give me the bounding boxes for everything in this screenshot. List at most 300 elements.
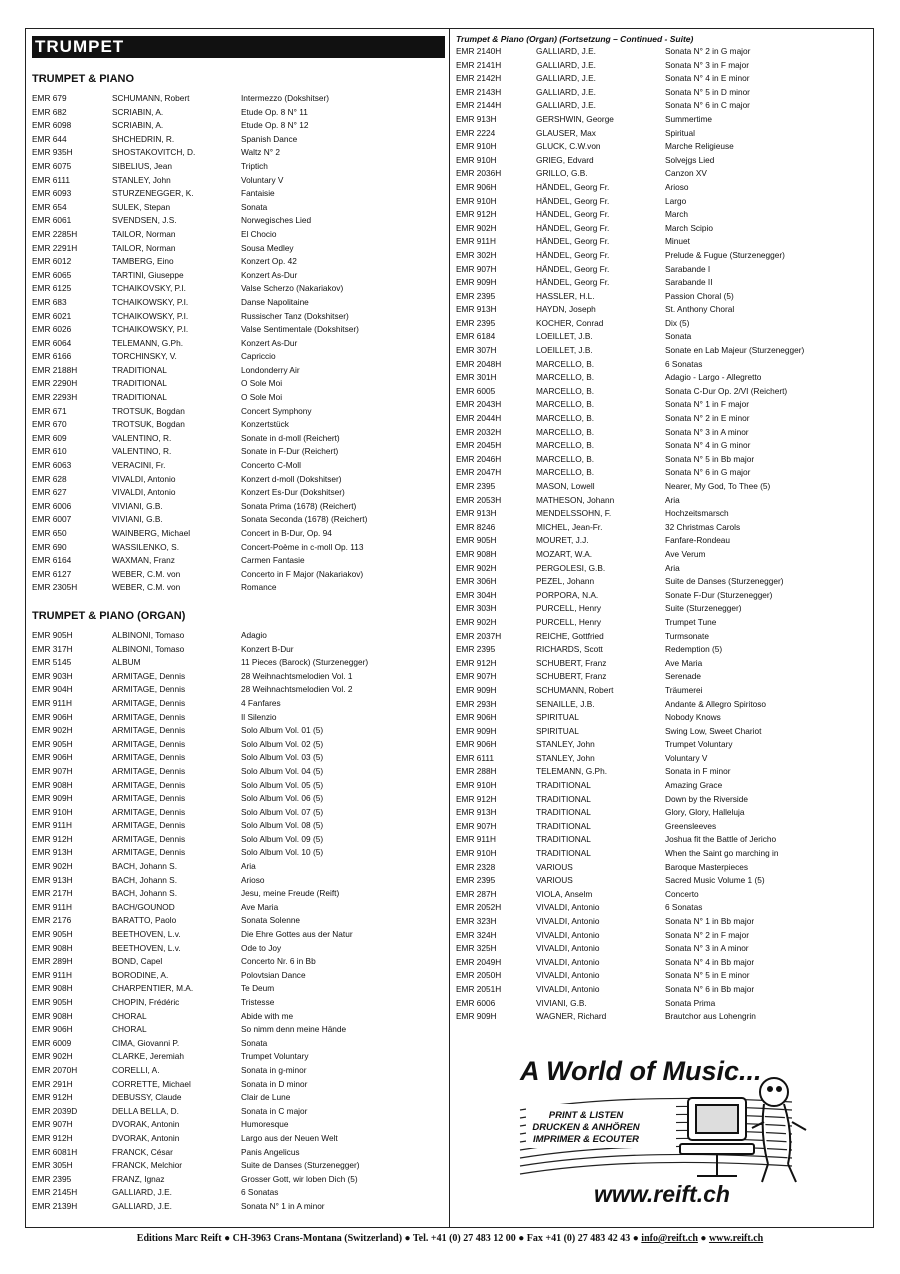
composer: TRADITIONAL [536, 780, 591, 791]
catalog-entry [32, 806, 445, 820]
composer: MOURET, J.J. [536, 535, 589, 546]
catalog-number: EMR 301H [456, 372, 497, 383]
catalog-number: EMR 2139H [32, 1200, 78, 1211]
work-title: Sonata N° 6 in G major [665, 467, 751, 478]
catalog-number: EMR 679 [32, 93, 67, 103]
catalog-entry [456, 439, 870, 453]
musician-cartoon-icon [752, 1078, 806, 1182]
work-title: Capriccio [241, 351, 276, 362]
composer: PERGOLESI, G.B. [536, 562, 606, 573]
catalog-number: EMR 2032H [456, 426, 502, 437]
catalog-entry [456, 874, 870, 888]
catalog-entry [456, 738, 870, 752]
work-title: Passion Choral (5) [665, 290, 734, 301]
footer-website-link[interactable]: www.reift.ch [708, 1233, 764, 1244]
catalog-entry [456, 154, 870, 168]
catalog-number: EMR 6164 [32, 555, 72, 566]
catalog-entry [456, 249, 870, 263]
catalog-entry [32, 337, 445, 351]
composer: SULEK, Stepan [112, 201, 171, 212]
composer: BOND, Capel [112, 956, 163, 967]
catalog-entry [456, 412, 870, 426]
catalog-number: EMR 303H [456, 603, 497, 614]
composer: SCHUBERT, Franz [536, 657, 607, 668]
work-title: Russischer Tanz (Dokshitser) [241, 310, 349, 321]
catalog-entry [32, 765, 445, 779]
catalog-number: EMR 2291H [32, 242, 78, 253]
work-title: Konzert B-Dur [241, 643, 294, 654]
catalog-entry [32, 860, 445, 874]
catalog-number: EMR 6007 [32, 514, 72, 525]
composer: TAILOR, Norman [112, 228, 176, 239]
catalog-entry [456, 480, 870, 494]
catalog-entry [32, 792, 445, 806]
composer: ARMITAGE, Dennis [112, 711, 186, 722]
catalog-number: EMR 302H [456, 249, 497, 260]
composer: CLARKE, Jeremiah [112, 1051, 184, 1062]
catalog-entry [456, 208, 870, 222]
catalog-entry [456, 969, 870, 983]
composer: ARMITAGE, Dennis [112, 833, 186, 844]
catalog-number: EMR 683 [32, 296, 67, 307]
catalog-entry [456, 494, 870, 508]
catalog-entry [456, 752, 870, 766]
catalog-entry [456, 140, 870, 154]
work-title: Sonata in C major [241, 1105, 308, 1116]
banner-url: www.reift.ch [594, 1181, 730, 1207]
catalog-entry [456, 630, 870, 644]
composer: HÄNDEL, Georg Fr. [536, 236, 610, 247]
work-title: Sonata N° 1 in Bb major [665, 916, 755, 926]
catalog-number: EMR 8246 [456, 521, 496, 532]
catalog-entry [456, 222, 870, 236]
catalog-entry [456, 670, 870, 684]
section-heading-trumpet-piano-organ: TRUMPET & PIANO (ORGAN) [32, 609, 186, 622]
composer: VIVIANI, G.B. [536, 997, 587, 1008]
composer: VIVALDI, Antonio [112, 487, 176, 498]
catalog-number: EMR 2395 [456, 875, 496, 886]
work-title: Danse Napolitaine [241, 296, 309, 307]
composer: TRADITIONAL [536, 848, 591, 859]
composer: SVENDSEN, J.S. [112, 215, 177, 226]
work-title: Sonata N° 5 in Bb major [665, 453, 755, 464]
catalog-entry [456, 521, 870, 535]
work-title: Arioso [665, 181, 689, 192]
composer: PURCELL, Henry [536, 603, 602, 614]
catalog-entry [32, 106, 445, 120]
catalog-entry [32, 214, 445, 228]
catalog-number: EMR 911H [456, 236, 496, 247]
catalog-entry [32, 350, 445, 364]
composer: ARMITAGE, Dennis [112, 820, 186, 831]
work-title: Adagio [241, 629, 267, 640]
catalog-number: EMR 6009 [32, 1037, 72, 1048]
catalog-number: EMR 902H [32, 861, 73, 872]
catalog-number: EMR 2050H [456, 970, 502, 981]
work-title: Sonata N° 6 in Bb major [665, 983, 755, 994]
composer: CIMA, Giovanni P. [112, 1037, 180, 1048]
work-title: Brautchor aus Lohengrin [665, 1011, 756, 1022]
catalog-entry [32, 364, 445, 378]
composer: ARMITAGE, Dennis [112, 752, 186, 763]
work-title: 4 Fanfares [241, 697, 281, 708]
work-title: Konzert Op. 42 [241, 256, 297, 267]
work-title: Valse Sentimentale (Dokshitser) [241, 324, 359, 335]
catalog-entry [32, 377, 445, 391]
catalog-number: EMR 2036H [456, 168, 502, 179]
catalog-number: EMR 2043H [456, 399, 502, 410]
work-title: Romance [241, 582, 277, 593]
banner-line-1: PRINT & LISTEN [548, 1110, 624, 1121]
catalog-number: EMR 6006 [32, 500, 72, 511]
composer: PEZEL, Johann [536, 576, 595, 587]
catalog-number: EMR 682 [32, 106, 67, 117]
catalog-entry [32, 160, 445, 174]
catalog-number: EMR 905H [32, 929, 73, 940]
catalog-entry [456, 344, 870, 358]
composer: MARCELLO, B. [536, 385, 595, 396]
catalog-entry [456, 793, 870, 807]
work-title: Sonata N° 1 in A minor [241, 1200, 325, 1211]
banner-line-3: IMPRIMER & ECOUTER [532, 1134, 640, 1145]
catalog-entry [456, 453, 870, 467]
work-title: Sonata N° 2 in E minor [665, 413, 750, 424]
composer: ARMITAGE, Dennis [112, 670, 186, 681]
catalog-entry [456, 466, 870, 480]
composer: WAXMAN, Franz [112, 555, 175, 566]
catalog-entry [32, 928, 445, 942]
catalog-number: EMR 913H [456, 304, 497, 315]
catalog-number: EMR 913H [456, 113, 497, 124]
composer: TRADITIONAL [112, 378, 167, 389]
catalog-number: EMR 671 [32, 405, 67, 416]
catalog-number: EMR 902H [456, 616, 497, 627]
composer: SCHUMANN, Robert [536, 684, 614, 695]
composer: ARMITAGE, Dennis [112, 793, 186, 804]
catalog-entry [32, 738, 445, 752]
work-title: Intermezzo (Dokshitser) [241, 93, 330, 103]
catalog-entry [456, 72, 870, 86]
catalog-number: EMR 6005 [456, 385, 496, 396]
catalog-number: EMR 6166 [32, 351, 72, 362]
composer: HAYDN, Joseph [536, 304, 596, 315]
work-title: Sonata N° 3 in A minor [665, 426, 749, 437]
catalog-entry [456, 861, 870, 875]
right-column [456, 33, 870, 1024]
catalog-number: EMR 907H [456, 671, 497, 682]
catalog-number: EMR 2053H [456, 494, 502, 505]
catalog-number: EMR 2070H [32, 1064, 78, 1075]
work-title: When the Saint go marching in [665, 848, 779, 859]
catalog-number: EMR 906H [32, 711, 73, 722]
catalog-number: EMR 2305H [32, 582, 78, 593]
catalog-entry [456, 698, 870, 712]
work-title: Konzert As-Dur [241, 337, 298, 348]
composer: STANLEY, John [536, 739, 595, 750]
work-title: Voluntary V [665, 752, 708, 763]
work-title: Spanish Dance [241, 133, 298, 144]
catalog-entry [32, 969, 445, 983]
work-title: Concert in B-Dur, Op. 94 [241, 528, 332, 538]
catalog-number: EMR 6063 [32, 460, 72, 471]
catalog-number: EMR 903H [32, 670, 73, 681]
composer: TROTSUK, Bogdan [112, 419, 185, 430]
work-title: Serenade [665, 671, 701, 682]
work-title: March [665, 209, 689, 220]
composer: GALLIARD, J.E. [112, 1187, 172, 1198]
catalog-entry [456, 765, 870, 779]
work-title: Sonata N° 4 in E minor [665, 73, 750, 84]
work-title: Nobody Knows [665, 712, 721, 723]
catalog-entry [32, 500, 445, 514]
catalog-number: EMR 2188H [32, 364, 78, 375]
catalog-entry [32, 269, 445, 283]
catalog-entry [32, 133, 445, 147]
composer: MARCELLO, B. [536, 440, 595, 451]
work-title: Etude Op. 8 N° 11 [241, 106, 308, 117]
composer: ALBUM [112, 657, 141, 668]
composer: MARCELLO, B. [536, 372, 595, 383]
work-title: Panis Angelicus [241, 1146, 300, 1157]
catalog-number: EMR 325H [456, 943, 497, 954]
composer: TRADITIONAL [536, 820, 591, 831]
composer: HÄNDEL, Georg Fr. [536, 263, 610, 274]
catalog-number: EMR 2045H [456, 440, 502, 451]
work-title: Concert Symphony [241, 405, 312, 416]
work-title: Londonderry Air [241, 364, 300, 375]
catalog-entry [32, 445, 445, 459]
catalog-entry [32, 201, 445, 215]
catalog-number: EMR 909H [456, 277, 497, 288]
catalog-entry [32, 901, 445, 915]
catalog-number: EMR 908H [32, 1010, 73, 1021]
catalog-entry [32, 486, 445, 500]
footer-separator: ● [697, 1233, 709, 1244]
catalog-entry [456, 59, 870, 73]
catalog-entry [456, 820, 870, 834]
computer-icon [680, 1098, 754, 1176]
composer: TCHAIKOWSKY, P.I. [112, 296, 189, 307]
composer: SHCHEDRIN, R. [112, 133, 175, 144]
catalog-entry [32, 1173, 445, 1187]
catalog-number: EMR 610 [32, 446, 67, 457]
composer: TRADITIONAL [536, 807, 591, 818]
work-title: Sonata N° 4 in G minor [665, 440, 751, 451]
composer: MASON, Lowell [536, 481, 595, 491]
composer: GALLIARD, J.E. [112, 1200, 172, 1211]
composer: ARMITAGE, Dennis [112, 847, 186, 858]
composer: WEBER, C.M. von [112, 582, 181, 593]
work-title: Voluntary V [241, 174, 284, 185]
catalog-entry [456, 997, 870, 1011]
banner-line-2: DRUCKEN & ANHÖREN [532, 1122, 640, 1133]
work-title: Konzertstück [241, 419, 289, 430]
catalog-number: EMR 6026 [32, 324, 72, 335]
work-title: Solo Album Vol. 08 (5) [241, 820, 324, 831]
work-title: 6 Sonatas [241, 1187, 279, 1198]
work-title: Trumpet Voluntary [241, 1051, 309, 1062]
composer: TRADITIONAL [112, 364, 167, 375]
work-title: Andante & Allegro Spiritoso [665, 698, 767, 709]
catalog-entry [456, 330, 870, 344]
composer: DVORAK, Antonin [112, 1132, 180, 1143]
catalog-entry [32, 581, 445, 595]
work-title: Largo [665, 195, 687, 206]
catalog-number: EMR 902H [32, 725, 73, 736]
catalog-entry [32, 541, 445, 555]
catalog-number: EMR 908H [32, 779, 73, 790]
catalog-number: EMR 912H [32, 1132, 73, 1143]
catalog-entry [32, 697, 445, 711]
work-title: Sonata Seconda (1678) (Reichert) [241, 514, 368, 525]
catalog-number: EMR 910H [456, 780, 497, 791]
catalog-number: EMR 2049H [456, 956, 502, 967]
catalog-number: EMR 317H [32, 643, 73, 654]
work-title: Sonata [665, 331, 692, 342]
composer: CHARPENTIER, M.A. [112, 983, 194, 994]
work-title: Amazing Grace [665, 780, 723, 791]
composer: HÄNDEL, Georg Fr. [536, 181, 610, 192]
catalog-entry [32, 1064, 445, 1078]
catalog-number: EMR 906H [456, 739, 497, 750]
catalog-number: EMR 912H [456, 209, 497, 220]
composer: LOEILLET, J.B. [536, 331, 593, 342]
catalog-entry [456, 195, 870, 209]
catalog-number: EMR 324H [456, 929, 497, 940]
section-heading-continued: Trumpet & Piano (Organ) (Fortsetzung – Continued - Suite) [456, 34, 694, 44]
catalog-list-trumpet-piano-organ [32, 629, 445, 1214]
composer: MARCELLO, B. [536, 467, 595, 478]
catalog-number: EMR 912H [456, 793, 497, 804]
catalog-number: EMR 910H [456, 154, 497, 165]
work-title: Sonata N° 2 in G major [665, 46, 751, 56]
composer: DVORAK, Antonin [112, 1119, 180, 1130]
composer: ARMITAGE, Dennis [112, 779, 186, 790]
composer: SPIRITUAL [536, 725, 579, 736]
composer: WAINBERG, Michael [112, 528, 191, 538]
catalog-number: EMR 6125 [32, 283, 72, 294]
catalog-entry [32, 914, 445, 928]
catalog-number: EMR 912H [32, 833, 73, 844]
composer: ARMITAGE, Dennis [112, 684, 186, 695]
catalog-number: EMR 650 [32, 528, 67, 538]
composer: GALLIARD, J.E. [536, 86, 596, 97]
catalog-number: EMR 304H [456, 589, 497, 600]
composer: TRADITIONAL [536, 834, 591, 845]
work-title: Glory, Glory, Halleluja [665, 807, 745, 818]
catalog-number: EMR 2144H [456, 100, 502, 111]
column-divider [449, 28, 450, 1228]
catalog-number: EMR 2048H [456, 358, 502, 369]
work-title: Sacred Music Volume 1 (5) [665, 875, 765, 886]
work-title: Solo Album Vol. 04 (5) [241, 765, 324, 776]
composer: TELEMANN, G.Ph. [112, 337, 184, 348]
composer: SCRIABIN, A. [112, 106, 164, 117]
catalog-entry [456, 711, 870, 725]
composer: ARMITAGE, Dennis [112, 738, 186, 749]
composer: VARIOUS [536, 861, 573, 872]
catalog-list-trumpet-piano [32, 92, 445, 595]
catalog-number: EMR 2051H [456, 983, 502, 994]
composer: HÄNDEL, Georg Fr. [536, 222, 610, 233]
catalog-number: EMR 907H [32, 765, 73, 776]
footer-email-link[interactable]: info@reift.ch [641, 1233, 698, 1244]
work-title: Etude Op. 8 N° 12 [241, 120, 309, 131]
work-title: Träumerei [665, 684, 703, 695]
catalog-number: EMR 6111 [456, 752, 494, 763]
composer: GRILLO, G.B. [536, 168, 588, 179]
composer: VIVALDI, Antonio [536, 902, 600, 913]
catalog-number: EMR 906H [32, 752, 73, 763]
composer: SCHUBERT, Franz [536, 671, 607, 682]
composer: TROTSUK, Bogdan [112, 405, 185, 416]
catalog-number: EMR 627 [32, 487, 67, 498]
work-title: Sonata in D minor [241, 1078, 308, 1089]
catalog-entry [456, 915, 870, 929]
work-title: Il Silenzio [241, 711, 277, 722]
catalog-entry [32, 833, 445, 847]
composer: SIBELIUS, Jean [112, 160, 172, 171]
composer: HÄNDEL, Georg Fr. [536, 277, 610, 288]
composer: HÄNDEL, Georg Fr. [536, 249, 610, 260]
composer: BORODINE, A. [112, 969, 169, 980]
catalog-entry [32, 1091, 445, 1105]
catalog-entry [32, 432, 445, 446]
composer: BACH, Johann S. [112, 874, 178, 885]
work-title: Sarabande I [665, 263, 711, 274]
work-title: Sonata N° 6 in C major [665, 100, 750, 111]
work-title: Turmsonate [665, 630, 709, 641]
catalog-entry [32, 846, 445, 860]
composer: TCHAIKOVSKY, P.I. [112, 283, 186, 294]
work-title: Sonata in F minor [665, 766, 731, 777]
work-title: Konzert Es-Dur (Dokshitser) [241, 487, 345, 498]
catalog-number: EMR 2224 [456, 127, 496, 138]
work-title: Ave Verum [665, 548, 706, 559]
catalog-number: EMR 2395 [456, 644, 496, 655]
composer: VIVALDI, Antonio [112, 473, 176, 484]
catalog-entry [456, 929, 870, 943]
composer: FRANCK, César [112, 1146, 173, 1157]
work-title: Solo Album Vol. 03 (5) [241, 752, 324, 763]
catalog-entry [456, 1010, 870, 1024]
catalog-number: EMR 913H [456, 508, 497, 519]
catalog-entry [32, 942, 445, 956]
composer: SHOSTAKOVITCH, D. [112, 147, 196, 158]
composer: ARMITAGE, Dennis [112, 806, 186, 817]
composer: ARMITAGE, Dennis [112, 765, 186, 776]
work-title: Solo Album Vol. 09 (5) [241, 833, 324, 844]
catalog-number: EMR 289H [32, 956, 73, 967]
work-title: Carmen Fantasie [241, 555, 305, 566]
catalog-number: EMR 906H [32, 1024, 73, 1035]
composer: GALLIARD, J.E. [536, 73, 596, 84]
work-title: March Scipio [665, 222, 713, 233]
catalog-number: EMR 909H [456, 684, 497, 695]
work-title: Sonata C-Dur Op. 2/VI (Reichert) [665, 385, 788, 396]
composer: BACH, Johann S. [112, 861, 178, 872]
catalog-entry [456, 303, 870, 317]
composer: GLUCK, C.W.von [536, 141, 601, 152]
composer: STURZENEGGER, K. [112, 188, 194, 199]
composer: MATHESON, Johann [536, 494, 615, 505]
catalog-number: EMR 911H [32, 969, 72, 980]
composer: BARATTO, Paolo [112, 915, 177, 926]
composer: ARMITAGE, Dennis [112, 697, 186, 708]
catalog-entry [32, 1132, 445, 1146]
composer: ALBINONI, Tomaso [112, 629, 185, 640]
work-title: Ode to Joy [241, 942, 282, 953]
